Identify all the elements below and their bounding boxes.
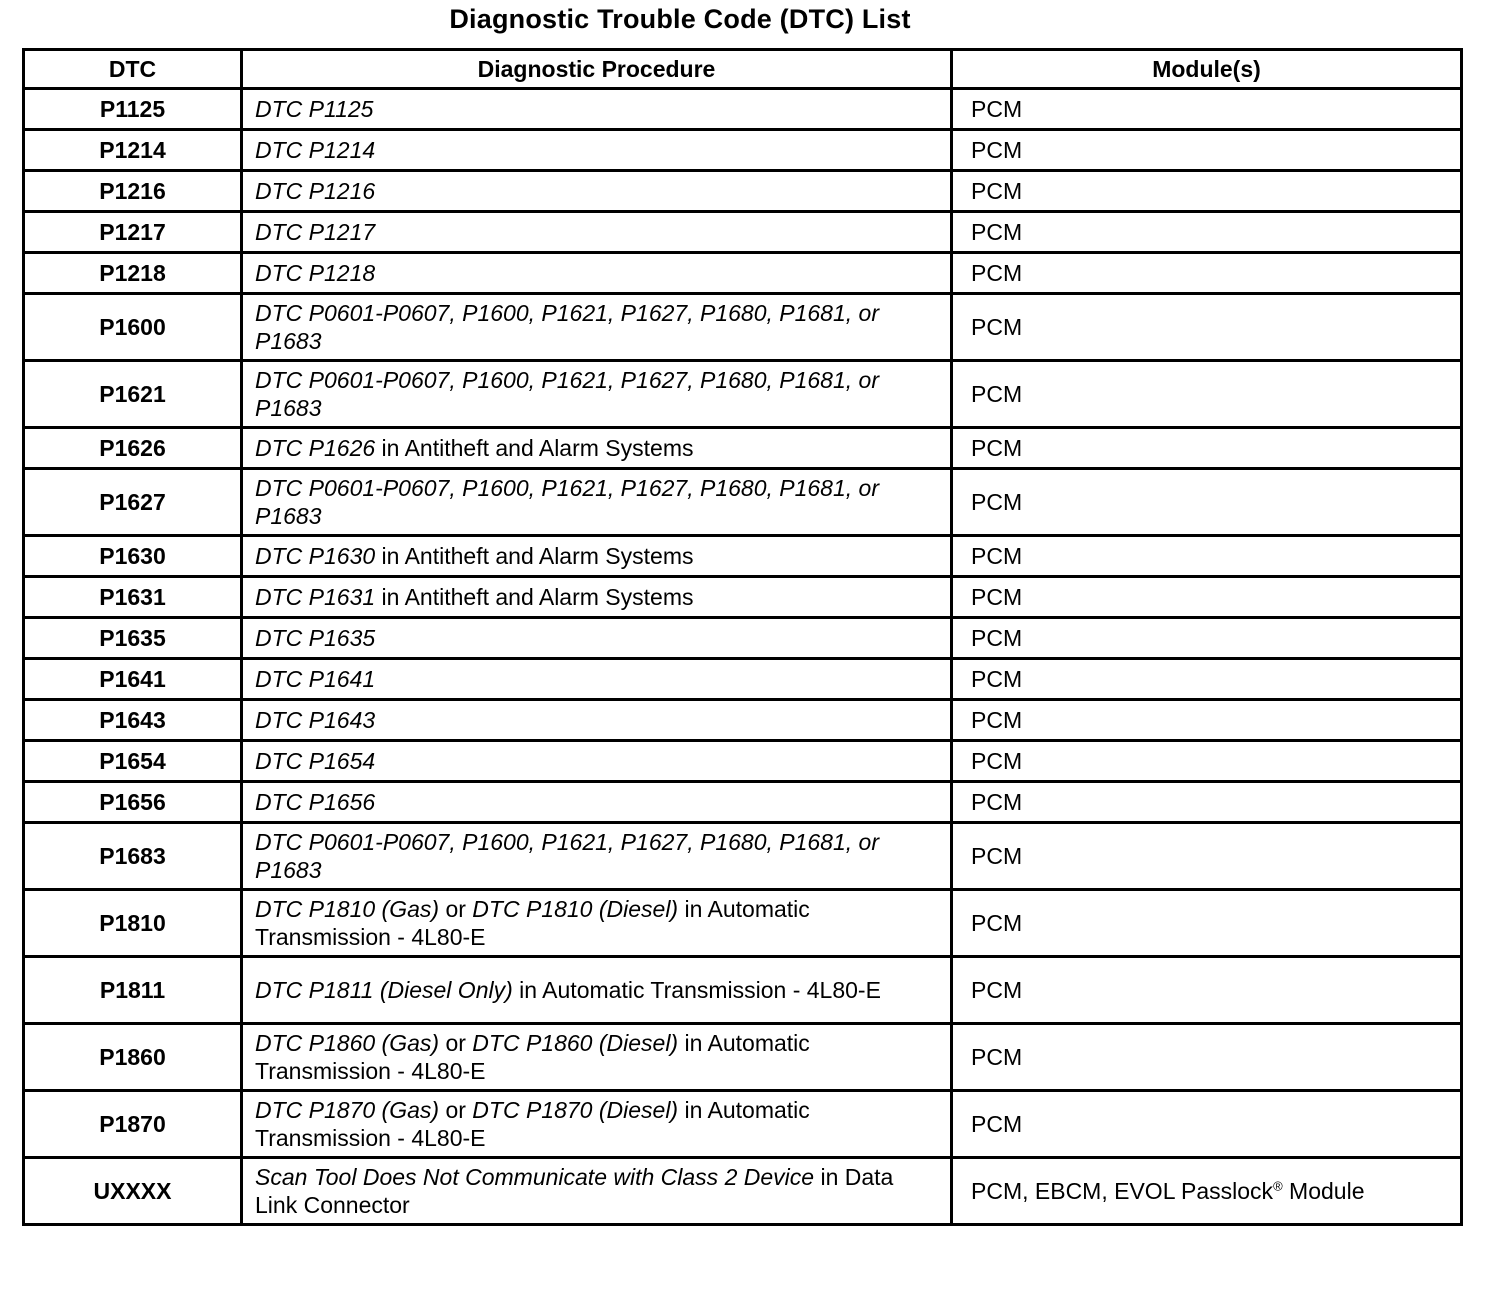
table-row (24, 700, 1462, 741)
dtc-code: P1621 (24, 361, 242, 428)
modules: PCM (952, 253, 1462, 294)
diagnostic-procedure (242, 1024, 952, 1091)
dtc-code: P1600 (24, 294, 242, 361)
dtc-code: P1811 (24, 957, 242, 1024)
dtc-code: P1810 (24, 890, 242, 957)
procedure-reference: DTC P1654 (255, 748, 376, 774)
dtc-code: P1125 (24, 89, 242, 130)
column-header-procedure: Diagnostic Procedure (242, 50, 952, 89)
procedure-reference: DTC P1631 (255, 584, 376, 610)
procedure-location: in Automatic Transmission - 4L80-E (512, 977, 881, 1003)
dtc-code: P1631 (24, 577, 242, 618)
table-row (24, 741, 1462, 782)
table-row (24, 294, 1462, 361)
column-header-modules: Module(s) (952, 50, 1462, 89)
procedure-reference: DTC P1810 (Gas) (255, 896, 440, 922)
procedure-reference: DTC P1641 (255, 666, 376, 692)
modules: PCM (952, 130, 1462, 171)
modules-list: PCM, EBCM, EVOL Passlock (971, 1178, 1274, 1204)
modules: PCM (952, 294, 1462, 361)
diagnostic-procedure (242, 1091, 952, 1158)
modules-suffix: Module (1282, 1178, 1365, 1204)
modules: PCM (952, 741, 1462, 782)
procedure-reference-alt: DTC P1870 (Diesel) (472, 1097, 679, 1123)
procedure-reference: DTC P1811 (Diesel Only) (255, 977, 513, 1003)
column-header-dtc: DTC (24, 50, 242, 89)
modules: PCM (952, 171, 1462, 212)
table-row (24, 1091, 1462, 1158)
diagnostic-procedure (242, 741, 952, 782)
diagnostic-procedure (242, 700, 952, 741)
dtc-code: P1654 (24, 741, 242, 782)
diagnostic-procedure (242, 212, 952, 253)
diagnostic-procedure (242, 782, 952, 823)
procedure-reference: DTC P0601-P0607, P1600, P1621, P1627, P1680, P1681, or P1683 (255, 829, 879, 883)
table-row (24, 536, 1462, 577)
diagnostic-procedure (242, 361, 952, 428)
procedure-location: in Antitheft and Alarm Systems (375, 543, 694, 569)
diagnostic-procedure (242, 823, 952, 890)
procedure-reference: DTC P1214 (255, 137, 376, 163)
modules: PCM (952, 428, 1462, 469)
diagnostic-procedure (242, 1158, 952, 1225)
modules: PCM (952, 469, 1462, 536)
page-title: Diagnostic Trouble Code (DTC) List (449, 4, 911, 34)
registered-mark: ® (1273, 1178, 1283, 1194)
dtc-code: P1641 (24, 659, 242, 700)
modules (952, 1158, 1462, 1225)
table-row (24, 212, 1462, 253)
modules: PCM (952, 823, 1462, 890)
modules: PCM (952, 782, 1462, 823)
procedure-location: in Automatic Transmission - 4L80-E (255, 1097, 810, 1151)
procedure-location: in Automatic Transmission - 4L80-E (255, 896, 810, 950)
diagnostic-procedure (242, 428, 952, 469)
procedure-reference-alt: DTC P1810 (Diesel) (472, 896, 679, 922)
dtc-code: P1860 (24, 1024, 242, 1091)
procedure-reference: DTC P1218 (255, 260, 376, 286)
table-row (24, 469, 1462, 536)
modules: PCM (952, 659, 1462, 700)
dtc-code: P1214 (24, 130, 242, 171)
table-row (24, 890, 1462, 957)
procedure-reference: DTC P1125 (255, 96, 374, 122)
table-row (24, 659, 1462, 700)
modules: PCM (952, 577, 1462, 618)
procedure-connector: or (439, 1030, 473, 1056)
table-row (24, 1024, 1462, 1091)
procedure-location: in Automatic Transmission - 4L80-E (255, 1030, 810, 1084)
dtc-code: P1626 (24, 428, 242, 469)
procedure-reference: DTC P0601-P0607, P1600, P1621, P1627, P1680, P1681, or P1683 (255, 300, 879, 354)
diagnostic-procedure (242, 89, 952, 130)
table-row (24, 1158, 1462, 1225)
procedure-reference: DTC P1626 (255, 435, 376, 461)
procedure-reference: DTC P1870 (Gas) (255, 1097, 440, 1123)
modules: PCM (952, 618, 1462, 659)
modules: PCM (952, 890, 1462, 957)
table-row (24, 428, 1462, 469)
table-row (24, 782, 1462, 823)
modules: PCM (952, 1024, 1462, 1091)
dtc-code: UXXXX (24, 1158, 242, 1225)
procedure-reference: DTC P1656 (255, 789, 376, 815)
table-row (24, 361, 1462, 428)
modules: PCM (952, 536, 1462, 577)
dtc-code: P1216 (24, 171, 242, 212)
table-row (24, 957, 1462, 1024)
procedure-reference-alt: DTC P1860 (Diesel) (472, 1030, 679, 1056)
procedure-reference: DTC P1860 (Gas) (255, 1030, 440, 1056)
modules: PCM (952, 89, 1462, 130)
table-row (24, 577, 1462, 618)
table-row (24, 130, 1462, 171)
procedure-reference: DTC P1643 (255, 707, 376, 733)
procedure-connector: or (439, 896, 473, 922)
modules: PCM (952, 957, 1462, 1024)
diagnostic-procedure (242, 130, 952, 171)
modules: PCM (952, 1091, 1462, 1158)
table-row (24, 253, 1462, 294)
procedure-location: in Antitheft and Alarm Systems (375, 584, 694, 610)
modules: PCM (952, 361, 1462, 428)
table-header-row (24, 50, 1462, 89)
diagnostic-procedure (242, 659, 952, 700)
table-row (24, 171, 1462, 212)
diagnostic-procedure (242, 890, 952, 957)
dtc-code: P1643 (24, 700, 242, 741)
modules: PCM (952, 700, 1462, 741)
table-row (24, 89, 1462, 130)
procedure-reference: Scan Tool Does Not Communicate with Class 2 Device (255, 1164, 815, 1190)
dtc-code: P1870 (24, 1091, 242, 1158)
procedure-reference: DTC P1630 (255, 543, 376, 569)
procedure-reference: DTC P0601-P0607, P1600, P1621, P1627, P1680, P1681, or P1683 (255, 367, 879, 421)
diagnostic-procedure (242, 618, 952, 659)
procedure-reference: DTC P1216 (255, 178, 376, 204)
table-row (24, 823, 1462, 890)
diagnostic-procedure (242, 294, 952, 361)
procedure-reference: DTC P1635 (255, 625, 376, 651)
diagnostic-procedure (242, 536, 952, 577)
diagnostic-procedure (242, 171, 952, 212)
dtc-code: P1656 (24, 782, 242, 823)
dtc-table (22, 48, 1463, 1226)
dtc-code: P1627 (24, 469, 242, 536)
table-row (24, 618, 1462, 659)
procedure-location: in Antitheft and Alarm Systems (375, 435, 694, 461)
diagnostic-procedure (242, 577, 952, 618)
dtc-code: P1217 (24, 212, 242, 253)
diagnostic-procedure (242, 253, 952, 294)
dtc-code: P1635 (24, 618, 242, 659)
dtc-code: P1630 (24, 536, 242, 577)
procedure-reference: DTC P0601-P0607, P1600, P1621, P1627, P1680, P1681, or P1683 (255, 475, 879, 529)
diagnostic-procedure (242, 469, 952, 536)
procedure-reference: DTC P1217 (255, 219, 376, 245)
diagnostic-procedure (242, 957, 952, 1024)
procedure-location: in Data Link Connector (255, 1164, 894, 1218)
dtc-code: P1683 (24, 823, 242, 890)
procedure-connector: or (439, 1097, 473, 1123)
dtc-code: P1218 (24, 253, 242, 294)
modules: PCM (952, 212, 1462, 253)
